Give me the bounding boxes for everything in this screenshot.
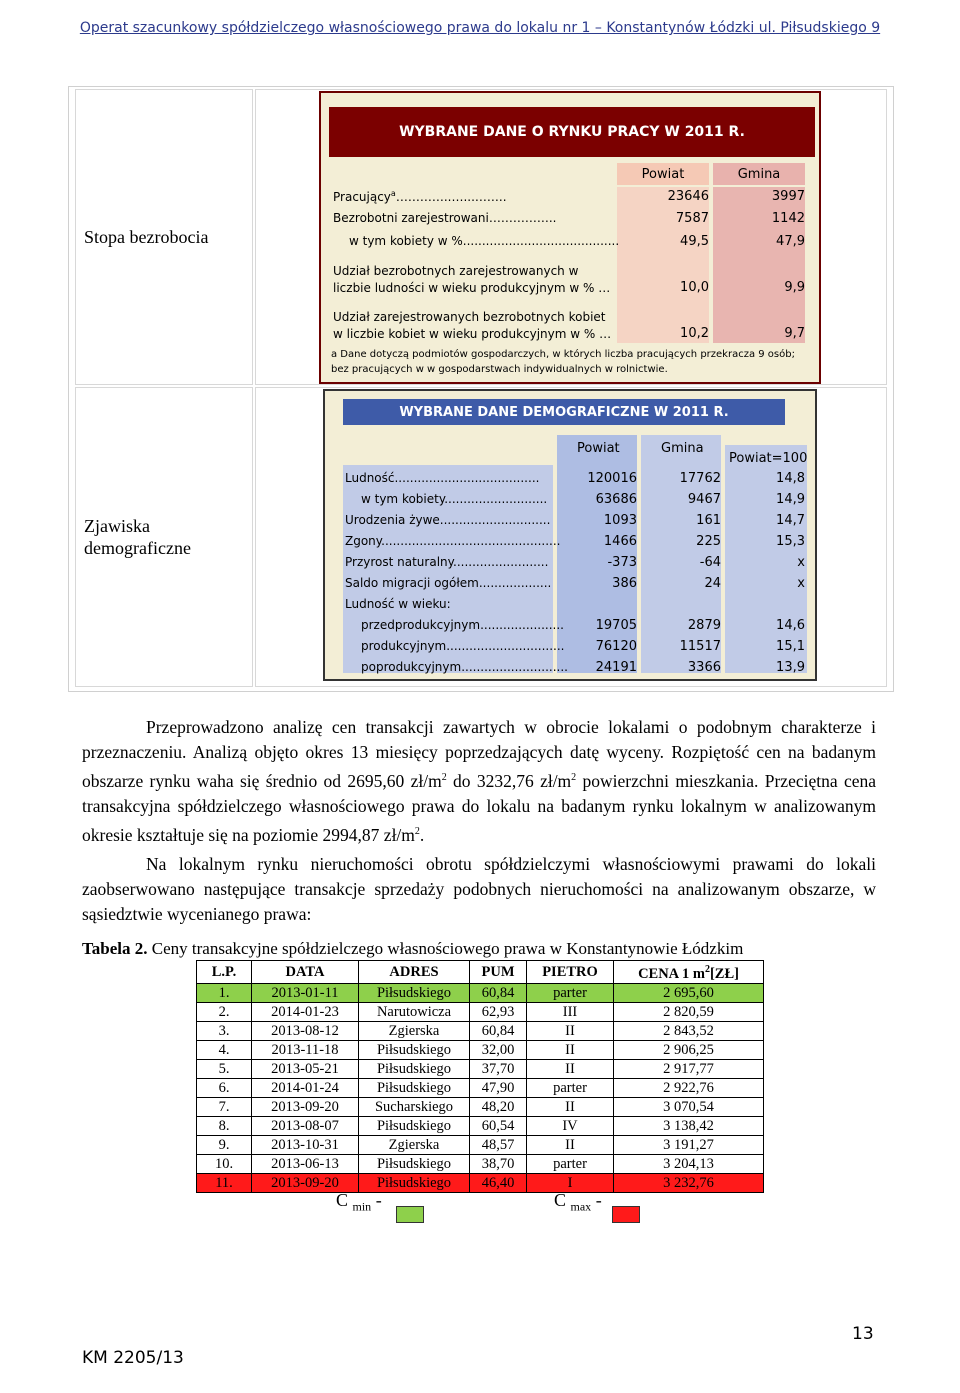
labour-gmina-value: 3997 <box>771 189 805 204</box>
demo-index-value: x <box>797 555 805 570</box>
cell-lp: 3. <box>197 1021 252 1040</box>
cell-price: 3 204,13 <box>614 1154 764 1173</box>
demo-row <box>345 618 805 638</box>
labour-dots: …………..…...…….. <box>395 190 507 204</box>
cell-date: 2013-05-21 <box>252 1059 359 1078</box>
labour-label-line2: liczbie ludności w wieku produkcyjnym w % … <box>333 281 611 295</box>
labour-row <box>333 309 813 345</box>
cell-date: 2013-11-18 <box>252 1040 359 1059</box>
labour-dots: ......................................... <box>462 234 620 248</box>
cell-pum: 62,93 <box>470 1002 527 1021</box>
caption-label: Tabela 2. <box>82 939 148 958</box>
demo-gmina-value: 24 <box>704 576 721 591</box>
demo-row <box>345 639 805 659</box>
cell-lp: 10. <box>197 1154 252 1173</box>
labour-col-gmina: Gmina <box>713 163 805 185</box>
legend-min <box>336 1190 382 1215</box>
demo-label: Przyrost naturalny......................... <box>345 555 549 569</box>
labour-label-line2: w liczbie kobiet w wieku produkcyjnym w % … <box>333 327 612 341</box>
footer-reference: KM 2205/13 <box>82 1348 184 1368</box>
demo-row <box>345 597 805 617</box>
demo-label: Saldo migracji ogółem................... <box>345 576 552 590</box>
cell-price: 2 820,59 <box>614 1002 764 1021</box>
caption-text: Ceny transakcyjne spółdzielczego własnościowego prawa w Konstantynowie Łódzkim <box>147 939 744 958</box>
cell-address: Piłsudskiego <box>359 1040 470 1059</box>
col-header-lp: L.P. <box>197 961 252 984</box>
demo-gmina-value: 9467 <box>687 492 721 507</box>
cell-date: 2014-01-24 <box>252 1078 359 1097</box>
labour-row <box>333 263 813 299</box>
legend-max-label: max <box>570 1199 592 1214</box>
cell-address: Zgierska <box>359 1135 470 1154</box>
demo-title: WYBRANE DANE DEMOGRAFICZNE W 2011 R. <box>343 399 785 425</box>
cell-address: Piłsudskiego <box>359 1116 470 1135</box>
demo-col-gmina: Gmina <box>661 441 704 456</box>
sup-2: 2 <box>441 772 447 783</box>
price-header-sup: 2 <box>704 964 710 975</box>
cell-address: Piłsudskiego <box>359 1154 470 1173</box>
demo-row <box>345 534 805 554</box>
legend-max-swatch <box>612 1206 640 1223</box>
p1-text: Przeprowadzono analizę cen transakcji zawartych w obrocie lokalami o podobnym charakterze i przeznaczeniu. Analizą objęto okres 13 miesięcy poprzedzających datę wyceny. Rozpiętość cen na badanym obszarze rynku waha się średnio od 2695,60 zł/m <box>82 717 876 791</box>
labour-label: Bezrobotni zarejestrowani <box>333 211 489 225</box>
cell-pum: 60,84 <box>470 1021 527 1040</box>
table-row <box>197 1154 764 1173</box>
labour-row <box>333 211 813 229</box>
demo-index-value: x <box>797 576 805 591</box>
table-row <box>197 1059 764 1078</box>
cell-address: Zgierska <box>359 1021 470 1040</box>
table-row <box>197 1097 764 1116</box>
labour-footnote: a Dane dotyczą podmiotów gospodarczych, w których liczba pracujących przekracza 9 osób; bez pracujących w w gospodarstwach indywidualnych w rolnictwie. <box>331 349 795 375</box>
demo-gmina-value: 17762 <box>679 471 721 486</box>
cell-lp: 11. <box>197 1173 252 1192</box>
labour-title: WYBRANE DANE O RYNKU PRACY W 2011 R. <box>329 107 815 157</box>
table-row <box>197 1116 764 1135</box>
sup-2: 2 <box>414 825 420 837</box>
cell-pum: 60,54 <box>470 1116 527 1135</box>
table-row <box>197 1021 764 1040</box>
demo-index-value: 14,8 <box>776 471 805 486</box>
demo-index-value: 13,9 <box>776 660 805 675</box>
cell-date: 2013-06-13 <box>252 1154 359 1173</box>
labour-row <box>333 189 813 207</box>
table-row <box>197 983 764 1002</box>
demo-powiat-value: 76120 <box>595 639 637 654</box>
cell-lp: 2. <box>197 1002 252 1021</box>
labour-label: Udział zarejestrowanych bezrobotnych kobiet <box>333 310 606 324</box>
cell-date: 2013-01-11 <box>252 983 359 1002</box>
p1c-text: powierzchni mieszkania. Przeciętna cena transakcyjna spółdzielczego własnościowego prawa do lokalu na badanym rynku lokalnym w analizowanym okresie kształtuje się na poziomie 2994,87 zł/m <box>82 770 876 845</box>
demo-powiat-value: 120016 <box>587 471 637 486</box>
demo-row <box>345 492 805 512</box>
demo-label: przedprodukcyjnym...................... <box>361 618 564 632</box>
demo-gmina-value: 11517 <box>679 639 721 654</box>
paragraph-transactions: Na lokalnym rynku nieruchomości obrotu spółdzielczymi własnościowymi prawami do lokali zaobserwowano następujące transakcje sprzedaży podobnych nieruchomości na analizowanym obszarze, w sąsiedztwie wycenianego prawa: <box>82 854 876 924</box>
demo-gmina-value: -64 <box>699 555 721 570</box>
cell-pum: 32,00 <box>470 1040 527 1059</box>
cell-floor: II <box>527 1021 614 1040</box>
cell-lp: 7. <box>197 1097 252 1116</box>
legend-c: C <box>336 1190 349 1210</box>
cell-floor: II <box>527 1097 614 1116</box>
legend-dash: - <box>375 1190 382 1210</box>
demo-gmina-value: 225 <box>696 534 721 549</box>
demo-row <box>345 555 805 575</box>
labour-gmina-value: 1142 <box>771 211 805 226</box>
demo-gmina-value: 2879 <box>687 618 721 633</box>
labour-gmina-value: 9,9 <box>784 280 805 295</box>
price-header-unit: [ZŁ] <box>709 965 739 982</box>
legend-dash: - <box>595 1190 602 1210</box>
cell-date: 2013-09-20 <box>252 1097 359 1116</box>
legend-min-label: min <box>352 1199 372 1214</box>
cell-address: Piłsudskiego <box>359 1078 470 1097</box>
cell-address: Sucharskiego <box>359 1097 470 1116</box>
col-header-date: DATA <box>252 961 359 984</box>
cell-address: Narutowicza <box>359 1002 470 1021</box>
legend-max <box>554 1190 602 1215</box>
cell-price: 3 191,27 <box>614 1135 764 1154</box>
market-info-table <box>68 86 894 692</box>
cell-address: Piłsudskiego <box>359 1059 470 1078</box>
demo-label: produkcyjnym............................... <box>361 639 565 653</box>
legend-min-swatch <box>396 1206 424 1223</box>
demo-gmina-value: 3366 <box>687 660 721 675</box>
cell-price: 2 906,25 <box>614 1040 764 1059</box>
legend-c: C <box>554 1190 567 1210</box>
demo-powiat-value: 24191 <box>595 660 637 675</box>
demo-col-powiat: Powiat <box>577 441 620 456</box>
col-header-floor: PIETRO <box>527 961 614 984</box>
demo-index-value: 14,7 <box>776 513 805 528</box>
labour-powiat-value: 23646 <box>667 189 709 204</box>
table-row <box>197 1002 764 1021</box>
demo-powiat-value: -373 <box>607 555 637 570</box>
demo-row <box>345 513 805 533</box>
cell-price: 2 917,77 <box>614 1059 764 1078</box>
demography-label-text: Zjawiska demograficzne <box>84 516 191 558</box>
table-row <box>197 1173 764 1192</box>
labour-gmina-value: 47,9 <box>776 234 805 249</box>
demo-index-value: 15,3 <box>776 534 805 549</box>
cell-price: 2 843,52 <box>614 1021 764 1040</box>
table-row <box>197 1040 764 1059</box>
labour-powiat-value: 7587 <box>675 211 709 226</box>
cell-lp: 6. <box>197 1078 252 1097</box>
cell-floor: parter <box>527 983 614 1002</box>
demo-row <box>345 576 805 596</box>
labour-powiat-value: 10,2 <box>680 326 709 341</box>
demo-label: w tym kobiety........................... <box>361 492 548 506</box>
labour-powiat-value: 10,0 <box>680 280 709 295</box>
cell-floor: parter <box>527 1078 614 1097</box>
cell-price: 2 695,60 <box>614 983 764 1002</box>
cell-pum: 60,84 <box>470 983 527 1002</box>
table-caption <box>82 939 743 959</box>
page-number: 13 <box>852 1324 874 1344</box>
demo-powiat-value: 386 <box>612 576 637 591</box>
table-row <box>197 1078 764 1097</box>
cell-address: Piłsudskiego <box>359 1173 470 1192</box>
cell-date: 2013-08-07 <box>252 1116 359 1135</box>
labour-dots: …………….. <box>488 211 557 225</box>
paragraph-price-analysis <box>82 715 876 848</box>
demo-label: Urodzenia żywe............................. <box>345 513 551 527</box>
cell-floor: III <box>527 1002 614 1021</box>
row-label-unemployment: Stopa bezrobocia <box>75 89 253 385</box>
labour-label: Pracujący <box>333 190 391 204</box>
labour-gmina-value: 9,7 <box>784 326 805 341</box>
cell-lp: 4. <box>197 1040 252 1059</box>
demo-index-value: 14,6 <box>776 618 805 633</box>
transactions-table <box>196 960 764 1193</box>
demo-label: Zgony............................................... <box>345 534 561 548</box>
demographic-panel <box>323 389 817 681</box>
table-row <box>197 1135 764 1154</box>
cell-date: 2014-01-23 <box>252 1002 359 1021</box>
demo-powiat-value: 1466 <box>603 534 637 549</box>
cell-lp: 9. <box>197 1135 252 1154</box>
demo-col-index: Powiat=100 <box>729 451 808 466</box>
demo-index-value: 14,9 <box>776 492 805 507</box>
demo-label: Ludność w wieku: <box>345 597 451 611</box>
demo-label: Ludność...................................... <box>345 471 540 485</box>
cell-date: 2013-08-12 <box>252 1021 359 1040</box>
cell-address: Piłsudskiego <box>359 983 470 1002</box>
cell-lp: 1. <box>197 983 252 1002</box>
labour-label: Udział bezrobotnych zarejestrowanych w <box>333 264 579 278</box>
labour-market-panel <box>319 91 821 384</box>
price-header-text: CENA 1 m <box>638 965 705 982</box>
col-header-pum: PUM <box>470 961 527 984</box>
table-header-row <box>197 961 764 984</box>
cell-lp: 5. <box>197 1059 252 1078</box>
demo-row <box>345 660 805 680</box>
cell-pum: 46,40 <box>470 1173 527 1192</box>
cell-price: 2 922,76 <box>614 1078 764 1097</box>
cell-price: 3 232,76 <box>614 1173 764 1192</box>
demo-label: poprodukcyjnym............................ <box>361 660 568 674</box>
cell-date: 2013-09-20 <box>252 1173 359 1192</box>
p1b-text: do 3232,76 zł/m <box>446 770 572 791</box>
cell-pum: 37,70 <box>470 1059 527 1078</box>
cell-price: 3 070,54 <box>614 1097 764 1116</box>
labour-powiat-value: 49,5 <box>680 234 709 249</box>
labour-row <box>333 234 813 252</box>
cell-floor: IV <box>527 1116 614 1135</box>
cell-pum: 48,20 <box>470 1097 527 1116</box>
cell-pum: 38,70 <box>470 1154 527 1173</box>
footnote-mark: a <box>390 189 396 198</box>
labour-col-powiat: Powiat <box>617 163 709 185</box>
cell-floor: II <box>527 1040 614 1059</box>
cell-date: 2013-10-31 <box>252 1135 359 1154</box>
labour-label: w tym kobiety w % <box>349 234 463 248</box>
cell-pum: 47,90 <box>470 1078 527 1097</box>
demo-row <box>345 471 805 491</box>
row-label-demography <box>75 387 253 687</box>
cell-floor: II <box>527 1135 614 1154</box>
cell-floor: II <box>527 1059 614 1078</box>
cell-lp: 8. <box>197 1116 252 1135</box>
cell-pum: 48,57 <box>470 1135 527 1154</box>
p1d-text: . <box>419 824 425 845</box>
running-header: Operat szacunkowy spółdzielczego własnościowego prawa do lokalu nr 1 – Konstantynów Łódzki ul. Piłsudskiego 9 <box>79 20 881 36</box>
col-header-address: ADRES <box>359 961 470 984</box>
col-header-price <box>614 961 764 984</box>
cell-floor: parter <box>527 1154 614 1173</box>
cell-floor: I <box>527 1173 614 1192</box>
demo-gmina-value: 161 <box>696 513 721 528</box>
demo-powiat-value: 19705 <box>595 618 637 633</box>
demo-powiat-value: 1093 <box>603 513 637 528</box>
sup-2: 2 <box>571 772 577 783</box>
cell-price: 3 138,42 <box>614 1116 764 1135</box>
demo-powiat-value: 63686 <box>595 492 637 507</box>
demo-index-value: 15,1 <box>776 639 805 654</box>
